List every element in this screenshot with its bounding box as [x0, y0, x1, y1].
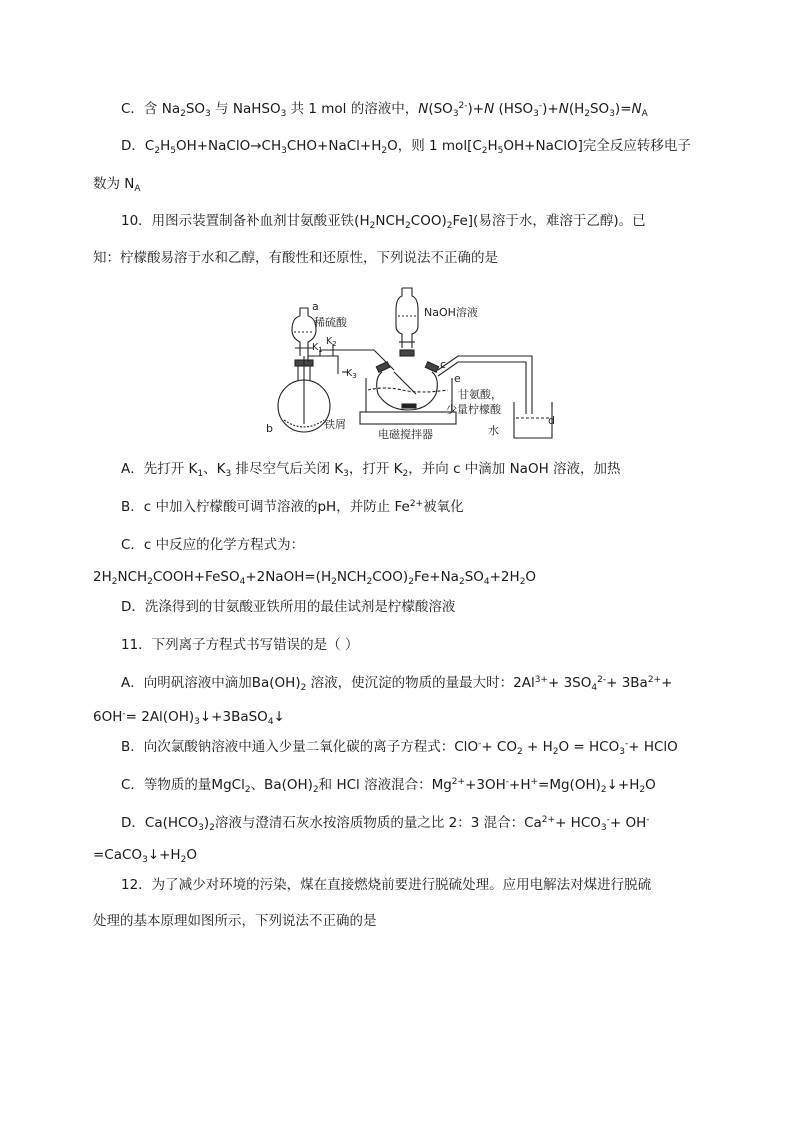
option-10d: D．洗涤得到的甘氨酸亚铁所用的最佳试剂是柠檬酸溶液 [121, 599, 456, 615]
label-stirrer: 电磁搅拌器 [378, 428, 433, 441]
beaker [514, 402, 552, 438]
option-11a-line2: $6OH^-= 2Al(OH)_3↓+3BaSO_4↓$ [93, 709, 285, 727]
option-9d-line1: D．$C_2H_5OH+NaClO\to CH_3CHO+NaCl+H_2O$，则 1 $mol[C_2H_5OH+NaClO]$完全反应转移电子 [121, 138, 691, 156]
question-12-line2: 处理的基本原理如图所示，下列说法不正确的是 [93, 913, 377, 929]
magnetic-stirrer [360, 412, 456, 424]
option-9d-line2: 数为 $N_A$ [93, 176, 141, 194]
option-11d-line2: $=CaCO_3↓+H_2O$ [93, 847, 197, 865]
label-k2: $K_2$ [326, 336, 337, 348]
label-dilute-acid: 稀硫酸 [314, 316, 347, 329]
label-b: b [266, 422, 273, 435]
question-10-line1: 10．用图示装置制备补血剂甘氨酸亚铁$(H_2NCH_2COO)_2Fe$](易溶于水，难溶于乙醇)。已 [121, 213, 646, 231]
option-10c: C．c 中反应的化学方程式为： [121, 537, 305, 553]
option-10b: B．c 中加入柠檬酸可调节溶液的pH，并防止 $Fe^{2+}$被氧化 [121, 499, 464, 515]
label-a: a [312, 300, 319, 313]
label-d: d [548, 414, 555, 427]
label-citric: 少量柠檬酸 [446, 403, 501, 416]
label-naoh: NaOH溶液 [424, 306, 478, 319]
option-11d-line1: D．$Ca(HCO_3)_2$溶液与澄清石灰水按溶质物质的量之比 2：3 混合：$Ca^{2+}+ HCO_3^-+ OH^-$ [121, 815, 650, 833]
option-11b: B．向次氯酸钠溶液中通入少量二氧化碳的离子方程式：$ClO^-+ CO_2 + H_2O = HCO_3^-+$ HClO [121, 739, 678, 757]
label-iron: 铁屑 [324, 418, 346, 431]
label-glycine: 甘氨酸， [458, 388, 502, 401]
option-11a-line1: A．向明矾溶液中滴加$Ba(OH)_2$ 溶液，使沉淀的物质的量最大时：$2Al^{3+}+ 3SO_4^{2-}+ 3Ba^{2+}+$ [121, 675, 673, 693]
option-11c: C．等物质的量MgCl$_2$、$Ba(OH)_2$和 HCl 溶液混合：$Mg^{2+}+3OH^-+H^+=Mg(OH)_2↓+H_2O$ [121, 777, 656, 795]
question-11: 11．下列离子方程式书写错误的是（ ） [121, 637, 359, 653]
apparatus-diagram [262, 286, 558, 446]
option-10c-equation: $2H_2NCH_2COOH+FeSO_4+2NaOH=(H_2NCH_2COO)_2Fe+Na_2SO_4+2H_2O$ [93, 569, 537, 587]
option-10a: A．先打开 $K_1$、$K_3$ 排尽空气后关闭 $K_3$，打开 $K_2$，并向 c 中滴加 NaOH 溶液，加热 [121, 461, 621, 479]
label-e: e [454, 372, 461, 385]
right-funnel [396, 288, 418, 348]
label-k3: $K_3$ [346, 368, 357, 380]
label-water: 水 [488, 424, 499, 437]
question-10-line2: 知：柠檬酸易溶于水和乙醇，有酸性和还原性，下列说法不正确的是 [93, 250, 498, 266]
option-9c: C．含 $Na_2SO_3$ 与 NaHSO$_3$ 共 1 mol 的溶液中，$N(SO_3^{2-})+N$ $(HSO_3^-)+N(H_2SO_3)=N_A$ [121, 101, 648, 119]
label-c: c [440, 358, 447, 371]
label-k1: $K_1$ [312, 342, 323, 354]
question-12-line1: 12．为了减少对环境的污染，煤在直接燃烧前要进行脱硫处理。应用电解法对煤进行脱硫 [121, 877, 652, 893]
